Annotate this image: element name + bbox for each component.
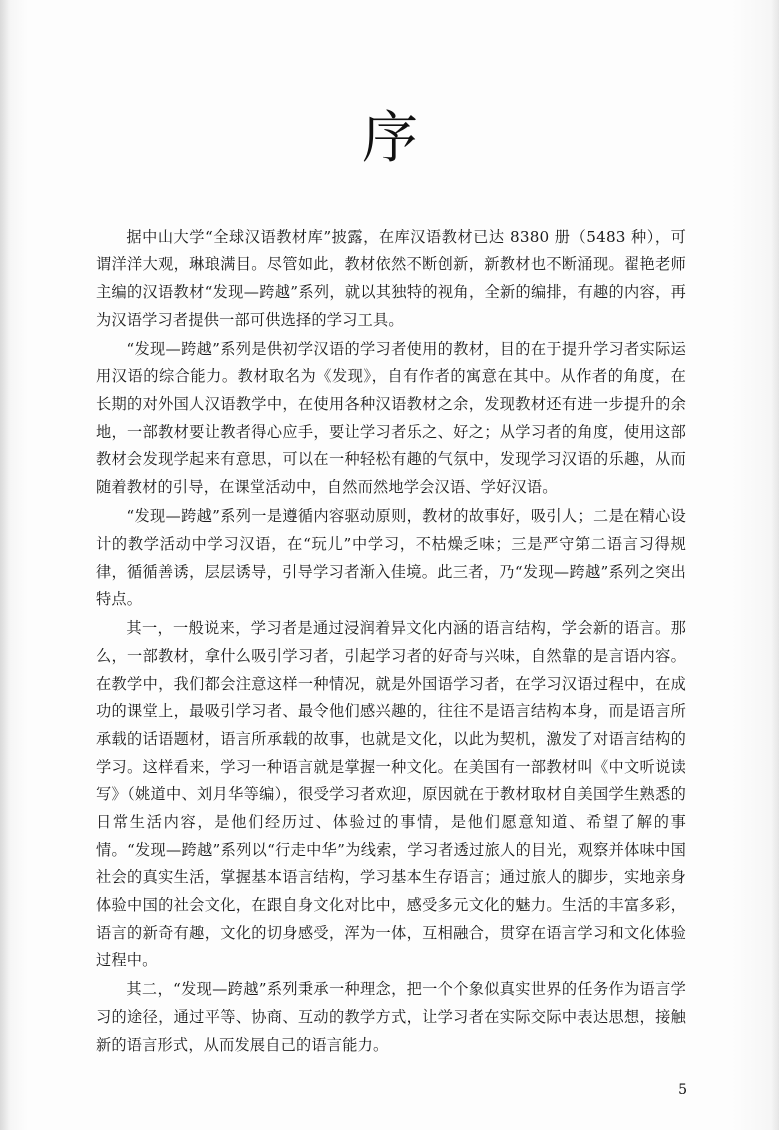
page-content: [96, 86, 686, 1061]
page-left-edge-shadow: [0, 0, 10, 1130]
page-number: 5: [678, 1082, 687, 1098]
body-text: [96, 224, 686, 1060]
page-title: 序: [362, 106, 420, 171]
paragraph: “发现—跨越”系列一是遵循内容驱动原则，教材的故事好，吸引人；二是在精心设计的教学活动中学习汉语，在“玩儿”中学习，不枯燥乏味；三是严守第二语言习得规律，循循善诱，层层诱导，引导学习者渐入佳境。此三者，乃“发现—跨越”系列之突出特点。: [96, 507, 686, 609]
paragraph: “发现—跨越”系列是供初学汉语的学习者使用的教材，目的在于提升学习者实际运用汉语的综合能力。教材取名为《发现》，自有作者的寓意在其中。从作者的角度，在长期的对外国人汉语教学中，在使用各种汉语教材之余，发现教材还有进一步提升的余地，一部教材要让教者得心应手，要让学习者乐之、好之；从学习者的角度，使用这部教材会发现学起来有意思，可以在一种轻松有趣的气氛中，发现学习汉语的乐趣，从而随着教材的引导，在课堂活动中，自然而然地学会汉语、学好汉语。: [96, 339, 686, 497]
paragraph: 其一，一般说来，学习者是通过浸润着异文化内涵的语言结构，学会新的语言。那么，一部教材，拿什么吸引学习者，引起学习者的好奇与兴味，自然靠的是言语内容。在教学中，我们都会注意这样一种情况，就是外国语学习者，在学习汉语过程中，在成功的课堂上，最吸引学习者、最令他们感兴趣的，往往不是语言结构本身，而是语言所承载的话语题材，语言所承载的故事，也就是文化，以此为契机，激发了对语言结构的学习。这样看来，学习一种语言就是掌握一种文化。在美国有一部教材叫《中文听说读写》（姚道中、刘月华等编），很受学习者欢迎，原因就在于教材取材自美国学生熟悉的日常生活内容，是他们经历过、体验过的事情，是他们愿意知道、希望了解的事情。“发现—跨越”系列以“行走中华”为线索，学习者透过旅人的目光，观察并体味中国社会的真实生活，掌握基本语言结构，学习基本生存语言；通过旅人的脚步，实地亲身体验中国的社会文化，在跟自身文化对比中，感受多元文化的魅力。生活的丰富多彩，语言的新奇有趣，文化的切身感受，浑为一体，互相融合，贯穿在语言学习和文化体验过程中。: [96, 619, 686, 970]
page-right-edge-shadow: [771, 0, 779, 1130]
paragraph: 据中山大学“全球汉语教材库”披露，在库汉语教材已达 8380 册（5483 种），可谓洋洋大观，琳琅满目。尽管如此，教材依然不断创新，新教材也不断涌现。翟艳老师主编的汉语教材“发现—跨越”系列，就以其独特的视角，全新的编排，有趣的内容，再为汉语学习者提供一部可供选择的学习工具。: [96, 227, 686, 329]
paragraph: 其二，“发现—跨越”系列秉承一种理念，把一个个象似真实世界的任务作为语言学习的途径，通过平等、协商、互动的教学方式，让学习者在实际交际中表达思想，接触新的语言形式，从而发展自己的语言能力。: [96, 980, 686, 1054]
